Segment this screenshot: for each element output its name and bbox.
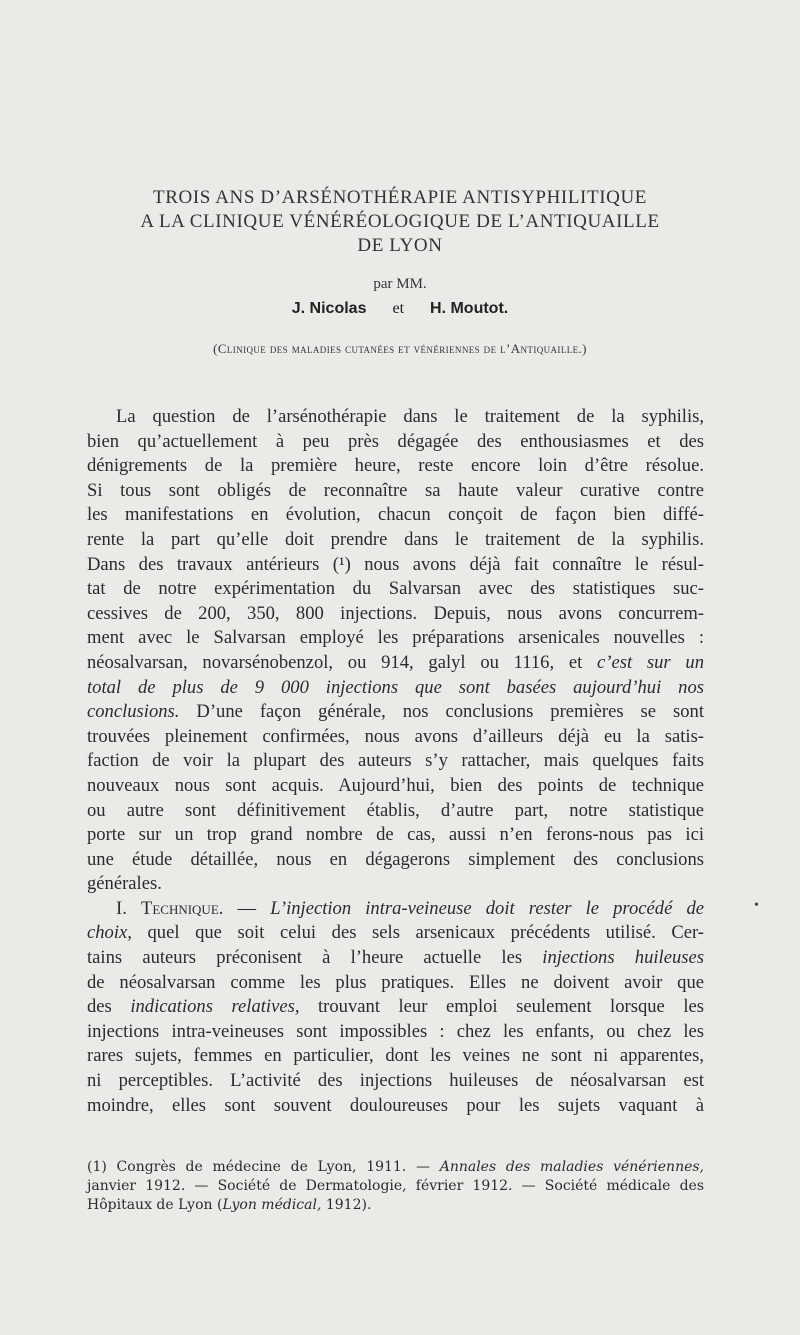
body-line: générales. [87, 873, 162, 895]
body-line: rente la part qu’elle doit prendre dans le traitement de la syphilis. [87, 528, 704, 550]
body-line: ou autre sont définitivement établis, d’autre part, notre statistique [87, 799, 704, 821]
body-italic: conclusions. [87, 701, 180, 723]
body-line: les manifestations en évolution, chacun conçoit de façon bien diffé- [87, 504, 704, 526]
body-line [87, 921, 704, 946]
footnote-italic: Lyon médical, [222, 1197, 322, 1213]
body-line: moindre, elles sont souvent douloureuses pour les sujets vaquant à [87, 1094, 704, 1116]
section-number: I. [116, 897, 141, 919]
body-line [87, 651, 704, 676]
body-text: néosalvarsan, novarsénobenzol, ou 914, galyl ou 1116, et [87, 651, 598, 673]
body-italic: indications relatives, [130, 996, 300, 1018]
body-line [87, 676, 704, 701]
authors [0, 300, 800, 318]
body-line: dénigrements de la première heure, reste encore loin d’être résolue. [87, 455, 704, 477]
footnote-text: (1) Congrès de médecine de Lyon, 1911. — [87, 1159, 440, 1175]
footnote-line [87, 1196, 704, 1215]
body-line: La question de l’arsénothérapie dans le traitement de la syphilis, [116, 406, 704, 427]
title-line-1: TROIS ANS D’ARSÉNOTHÉRAPIE ANTISYPHILITIQUE [153, 187, 647, 208]
body-italic: L’injection intra-veineuse doit rester le procédé de [270, 897, 704, 919]
body-line: cessives de 200, 350, 800 injections. Depuis, nous avons concurrem- [87, 602, 704, 624]
body-text: D’une façon générale, nos conclusions premières se sont [179, 701, 704, 723]
footnote-line: janvier 1912. — Société de Dermatologie, février 1912. — Société médicale des [87, 1178, 704, 1194]
body-line: tat de notre expérimentation du Salvarsan avec des statistiques suc- [87, 578, 704, 600]
section-dash: — [223, 897, 271, 919]
body-italic: total de plus de 9 000 injections que sont basées aujourd’hui nos [87, 676, 704, 698]
body-text: trouvant leur emploi seulement lorsque les [299, 996, 704, 1018]
author-moutot: H. Moutot. [430, 300, 509, 317]
footnote-text: 1912). [321, 1197, 372, 1213]
body-line: une étude détaillée, nous en dégagerons simplement des conclusions [87, 848, 704, 870]
body-line: porte sur un trop grand nombre de cas, aussi n’en ferons-nous pas ici [87, 824, 704, 846]
body-line [87, 995, 704, 1020]
body-line [87, 946, 704, 971]
body-line: ni perceptibles. L’activité des injections huileuses de néosalvarsan est [87, 1070, 704, 1092]
section-title: Technique. [140, 897, 224, 919]
margin-mark: • [754, 898, 759, 913]
author-conjunction: et [392, 300, 405, 317]
body-line: trouvées pleinement confirmées, nous avons d’ailleurs déjà eu la satis- [87, 725, 704, 747]
footnote-italic: Annales des maladies vénériennes, [439, 1159, 704, 1175]
body-line: nouveaux nous sont acquis. Aujourd’hui, bien des points de technique [87, 774, 704, 796]
body-italic: injections huileuses [542, 947, 704, 969]
body-italic: choix, [87, 922, 132, 944]
body-line [87, 700, 704, 725]
body-line: bien qu’actuellement à peu près dégagée des enthousiasmes et des [87, 430, 704, 452]
body-line: faction de voir la plupart des auteurs s’y rattacher, mais quelques faits [87, 750, 704, 772]
title-line-2: A LA CLINIQUE VÉNÉRÉOLOGIQUE DE L’ANTIQUAILLE [140, 211, 660, 232]
body-text: quel que soit celui des sels arsenicaux précédents utilisé. Cer- [131, 922, 704, 944]
section-heading-line [87, 897, 704, 922]
body-text: tains auteurs préconisent à l’heure actuelle les [87, 947, 543, 969]
byline-par: par MM. [373, 276, 427, 292]
author-nicolas: J. Nicolas [291, 300, 367, 317]
body-line: de néosalvarsan comme les plus pratiques. Elles ne doivent avoir que [87, 971, 704, 993]
body-line: Dans des travaux antérieurs (¹) nous avons déjà fait connaître le résul- [87, 553, 704, 575]
footnote-line [87, 1158, 704, 1177]
body-text: des [87, 996, 131, 1018]
footnote [87, 1158, 704, 1215]
article-body [87, 405, 704, 1118]
affiliation: (Clinique des maladies cutanées et vénériennes de l’Antiquaille.) [213, 341, 587, 356]
body-italic: c’est sur un [597, 651, 704, 673]
body-line: ment avec le Salvarsan employé les préparations arsenicales nouvelles : [87, 627, 704, 649]
body-line: rares sujets, femmes en particulier, dont les veines ne sont ni apparentes, [87, 1045, 704, 1067]
title-line-3: DE LYON [357, 235, 443, 256]
body-line: injections intra-veineuses sont impossibles : chez les enfants, ou chez les [87, 1020, 704, 1042]
footnote-text: Hôpitaux de Lyon ( [87, 1197, 223, 1213]
body-line: Si tous sont obligés de reconnaître sa haute valeur curative contre [87, 479, 704, 501]
